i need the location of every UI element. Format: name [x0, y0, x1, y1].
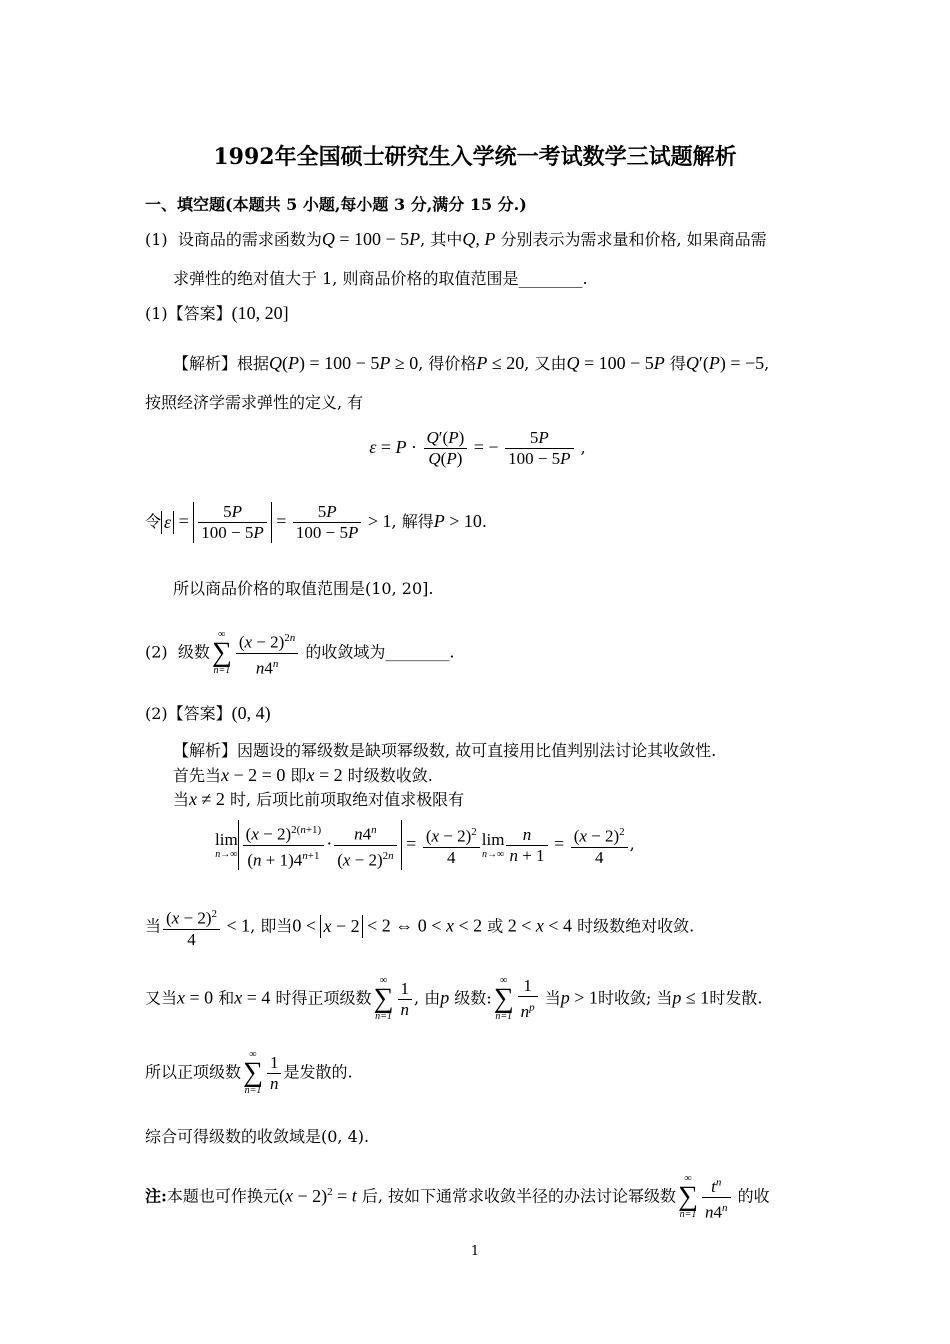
section-heading: 一、填空题(本题共 5 小题,每小题 3 分,满分 15 分.): [145, 195, 527, 214]
abs-convergence-line: 当 $\frac{(x - 2)^2}{4}$ < 1, 即当0 < x − 2 < 2 ⇔ 0 < x < 2 或 2 < x < 4 时级数绝对收敛.: [145, 908, 695, 949]
analysis-2-line-3: 当x ≠ 2 时, 后项比前项取绝对值求极限有: [173, 789, 465, 809]
page-title: 1992年全国硕士研究生入学统一考试数学三试题解析: [213, 144, 737, 170]
analysis-1-line-2: 按照经济学需求弹性的定义, 有: [145, 393, 364, 412]
answer-1: (1)【答案】(10, 20]: [145, 303, 289, 323]
endpoint-line: 又当x = 0 和x = 4 时得正项级数 ∞ ∑ n=1 $\frac{1}{n}$ , 由p 级数: ∞ ∑ n=1 $\frac{1}{n^p}$ 当p > 1时收敛; 当p ≤ 1时发散.: [145, 975, 763, 1022]
answer-2: (2)【答案】(0, 4): [145, 703, 271, 723]
question-1-line-1: (1) 设商品的需求函数为Q = 100 − 5P, 其中Q, P 分别表示为需求量和价格, 如果商品需: [145, 229, 767, 249]
question-1-line-2: 求弹性的绝对值大于 1, 则商品价格的取值范围是________.: [173, 269, 588, 288]
note-line: 注:本题也可作换元$(x - 2)^2 = t$ 后, 按如下通常求收敛半径的办法讨论幂级数 ∞ ∑ n=1 $\frac{t^n}{n4^n}$ 的收: [145, 1173, 770, 1222]
analysis-2-line-1: 【解析】因题设的幂级数是缺项幂级数, 故可直接用比值判别法讨论其收敛性.: [173, 741, 717, 760]
elasticity-formula: ε = P · $\frac{Q'(P)}{Q(P)}$ = − $\frac{5P}{100 - 5P}$ ,: [369, 428, 586, 468]
final-conclusion: 综合可得级数的收敛域是(0, 4).: [145, 1127, 370, 1146]
question-number: (1): [145, 230, 168, 249]
analysis-1-line-1: 【解析】根据Q(P) = 100 − 5P ≥ 0, 得价格P ≤ 20, 又由Q = 100 − 5P 得Q′(P) = −5,: [173, 353, 770, 373]
question-2: (2) 级数 ∞ ∑ n=1 $\frac{(x - 2)^{2n}}{n4^n}$ 的收敛域为________.: [145, 629, 455, 678]
divergence-line: 所以正项级数 ∞ ∑ n=1 $\frac{1}{n}$ 是发散的.: [145, 1049, 353, 1096]
analysis-2-line-2: 首先当x − 2 = 0 即x = 2 时级数收敛.: [173, 765, 433, 785]
limit-formula: lim n→∞ $\frac{(x - 2)^{2(n+1)}}{(n + 1)4^{n+1}}$ · $\frac{n4^n}{(x - 2)^{2n}}$ = $\frac{(x - 2)^2}{4}$ lim n→∞ $\frac{n}{n + 1}$ = $\frac{(x - 2)^2}{4}$ ,: [215, 820, 880, 870]
conclusion-1: 所以商品价格的取值范围是(10, 20].: [173, 579, 434, 598]
abs-inequality: 令 ε = $\frac{5P}{100 - 5P}$ = $\frac{5P}{100 - 5P}$ > 1, 解得P > 10.: [145, 502, 487, 542]
page-number: 1: [470, 1244, 480, 1259]
